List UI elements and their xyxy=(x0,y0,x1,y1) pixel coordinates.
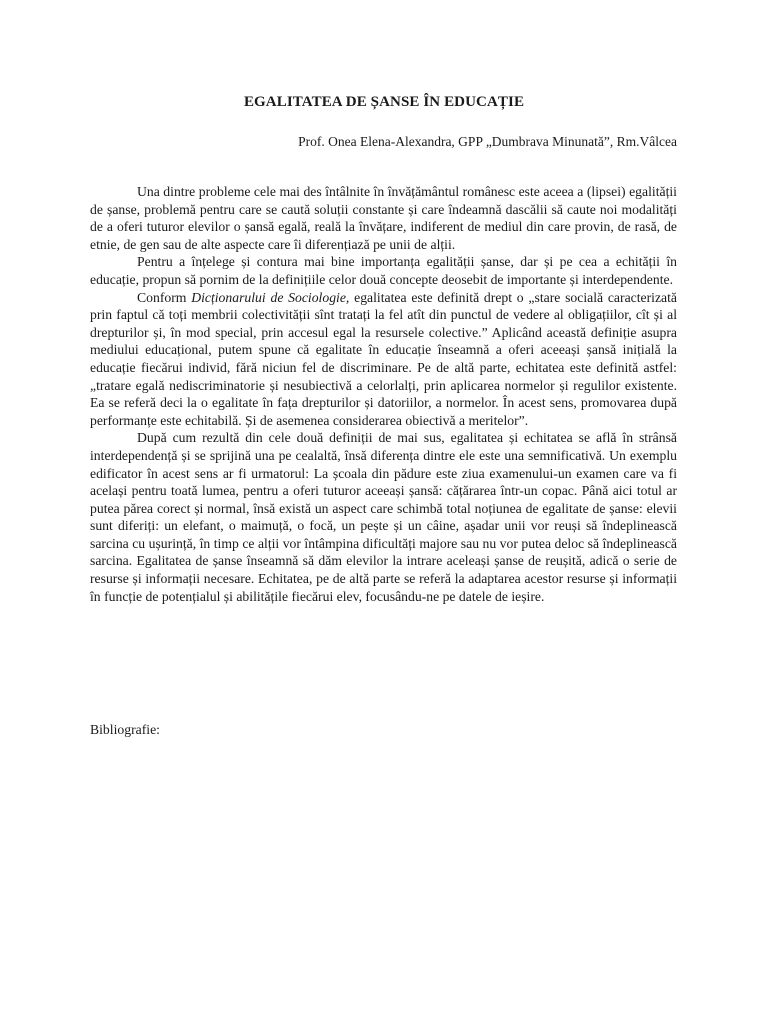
document-body xyxy=(90,183,677,605)
paragraph-3-rest: egalitatea este definită drept o „stare socială caracterizată prin faptul că toți membrii colectivității sînt tratați la fel atît din punctul de vedere al obligațiilor, cît și al drepturilor și, în mod special, prin accesul egal la resursele colective.” Aplicând această definiție asupra mediului educațional, putem spune că egalitate în educație înseamnă a oferi aceeași șansă inițială la educație fiecărui individ, fără niciun fel de discriminare. Pe de altă parte, echitatea este definită astfel: „tratare egală nediscriminatorie și nesubiectivă a celorlalți, prin aplicarea normelor și regulilor existente. Ea se referă deci la o egalitate în fața drepturilor și datoriilor, a normelor. În acest sens, promovarea după performanțe este echitabilă. Și de asemenea considerarea obiectivă a meritelor”. xyxy=(90,289,677,428)
dictionary-citation: Dicționarului de Sociologie, xyxy=(191,289,350,305)
paragraph-3 xyxy=(90,289,677,430)
document-title: EGALITATEA DE ȘANSE ÎN EDUCAȚIE xyxy=(243,94,525,110)
paragraph-1: Una dintre probleme cele mai des întâlnite în învățământul românesc este aceea a (lipsei) egalității de șanse, problemă pentru care se caută soluții constante și care îndeamnă dascălii să caute noi modalități de a oferi tuturor elevilor o șansă egală, reală la învățare, indiferent de mediul din care provin, de rasă, de etnie, de gen sau de alte aspecte care îi diferențiază pe unii de alții. xyxy=(90,184,677,252)
paragraph-3-lead: Conform xyxy=(137,289,192,305)
paragraph-2: Pentru a înțelege și contura mai bine importanța egalității șanse, dar și pe cea a echității în educație, propun să pornim de la definițiile celor două concepte deosebit de importante și interdependente. xyxy=(90,254,677,287)
author-line: Prof. Onea Elena-Alexandra, GPP „Dumbrava Minunată”, Rm.Vâlcea xyxy=(298,134,677,149)
paragraph-4: După cum rezultă din cele două definiții de mai sus, egalitatea și echitatea se află în strânsă interdependență și se sprijină una pe cealaltă, însă diferența dintre ele este una semnificativă. Un exemplu edificator în acest sens ar fi urmatorul: La școala din pădure este ziua examenului-un examen care va fi același pentru toată lumea, pentru a oferi tuturor aceeași șansă: cățărarea într-un copac. Până aici totul ar putea părea corect și normal, însă există un aspect care schimbă total noțiunea de egalitate de șanse: elevii sunt diferiți: un elefant, o maimuță, o focă, un pește și un câine, așadar unii vor reuși să îndeplinească sarcina cu ușurință, în timp ce alții vor întâmpina dificultăți majore sau nu vor putea deloc să îndeplinească sarcina. Egalitatea de șanse înseamnă să dăm elevilor la intrare aceleași șanse de reușită, adică o serie de resurse și informații necesare. Echitatea, pe de altă parte se referă la adaptarea acestor resurse și informații în funcție de potențialul și abilitățile fiecărui elev, focusându-ne pe datele de ieșire. xyxy=(90,430,677,604)
bibliography-heading: Bibliografie: xyxy=(90,722,160,737)
